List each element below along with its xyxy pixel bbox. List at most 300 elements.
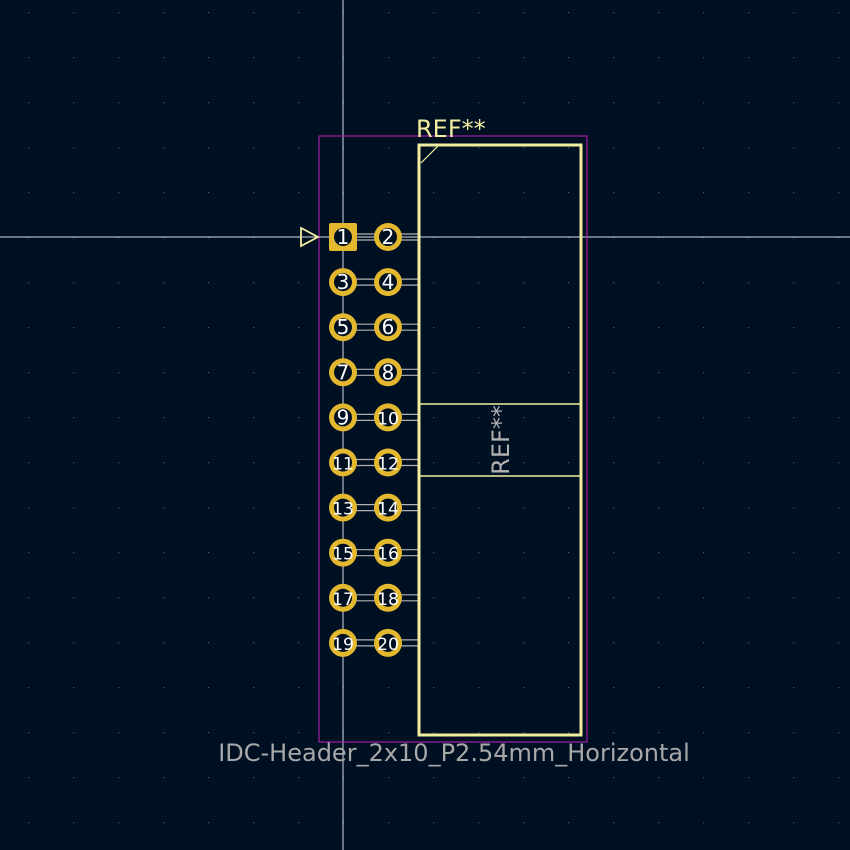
pad-2[interactable] (374, 223, 402, 251)
grid-dot (613, 777, 614, 778)
grid-dot (433, 597, 434, 598)
grid-dot (793, 822, 794, 823)
grid-dot (163, 507, 164, 508)
grid-dot (838, 642, 839, 643)
grid-dot (658, 12, 659, 13)
pad-5[interactable] (329, 313, 357, 341)
grid-dot (613, 282, 614, 283)
grid-dot (28, 597, 29, 598)
grid-dot (568, 327, 569, 328)
grid-dot (478, 732, 479, 733)
grid-dot (478, 417, 479, 418)
grid-dot (478, 507, 479, 508)
grid-dot (748, 822, 749, 823)
grid-dot (163, 372, 164, 373)
grid-dot (298, 687, 299, 688)
grid-dot (658, 372, 659, 373)
grid-dot (118, 417, 119, 418)
grid-dot (568, 732, 569, 733)
pad-11[interactable] (329, 449, 357, 477)
grid-dot (208, 417, 209, 418)
grid-dot (298, 597, 299, 598)
pad-number-label: 10 (377, 409, 399, 430)
grid-dot (838, 147, 839, 148)
grid-dot (568, 282, 569, 283)
grid-dot (253, 732, 254, 733)
pad-number-label: 2 (381, 225, 395, 249)
grid-dot (478, 327, 479, 328)
grid-dot (568, 777, 569, 778)
grid-dot (118, 57, 119, 58)
grid-dot (523, 12, 524, 13)
grid-dot (478, 12, 479, 13)
grid-dot (208, 642, 209, 643)
grid-dot (523, 777, 524, 778)
grid-dot (568, 372, 569, 373)
grid-dot (658, 282, 659, 283)
grid-dot (523, 372, 524, 373)
grid-dot (658, 642, 659, 643)
grid-dot (568, 192, 569, 193)
grid-dot (433, 732, 434, 733)
grid-dot (253, 552, 254, 553)
grid-dot (658, 822, 659, 823)
grid-dot (658, 687, 659, 688)
grid-dot (28, 687, 29, 688)
grid-dot (613, 597, 614, 598)
grid-dot (388, 192, 389, 193)
grid-dot (298, 507, 299, 508)
pad-number-label: 4 (381, 270, 395, 295)
grid-dot (253, 372, 254, 373)
grid-dot (703, 552, 704, 553)
pad-number-label: 3 (336, 270, 350, 295)
grid-dot (793, 462, 794, 463)
pad-12[interactable] (374, 449, 402, 477)
grid-dot (613, 102, 614, 103)
grid-dot (568, 102, 569, 103)
grid-dot (838, 552, 839, 553)
grid-dot (748, 507, 749, 508)
grid-dot (28, 282, 29, 283)
grid-dot (73, 687, 74, 688)
grid-dot (613, 372, 614, 373)
pad-17[interactable] (329, 584, 357, 612)
pad-4[interactable] (374, 268, 402, 296)
grid-dot (478, 372, 479, 373)
grid-dot (28, 147, 29, 148)
grid-dot (388, 147, 389, 148)
grid-dot (73, 282, 74, 283)
grid-dot (253, 597, 254, 598)
grid-dot (703, 372, 704, 373)
grid-dot (388, 687, 389, 688)
grid-dot (658, 777, 659, 778)
footprint-value-label[interactable]: IDC-Header_2x10_P2.54mm_Horizontal (218, 739, 690, 767)
grid-dot (703, 462, 704, 463)
pad-number-label: 1 (336, 225, 350, 249)
grid-dot (748, 597, 749, 598)
pad-1[interactable] (329, 223, 357, 251)
grid-dot (118, 687, 119, 688)
grid-dot (118, 822, 119, 823)
grid-dot (73, 102, 74, 103)
grid-dot (478, 192, 479, 193)
grid-dot (523, 507, 524, 508)
grid-dot (298, 642, 299, 643)
pad-number-label: 6 (381, 315, 395, 340)
grid-dot (613, 732, 614, 733)
grid-dot (748, 462, 749, 463)
grid-dot (298, 12, 299, 13)
pad-number-label: 18 (377, 589, 399, 610)
grid-dot (613, 57, 614, 58)
grid-dot (208, 372, 209, 373)
grid-dot (793, 57, 794, 58)
grid-dot (118, 102, 119, 103)
grid-dot (298, 462, 299, 463)
grid-dot (658, 462, 659, 463)
grid-dot (208, 732, 209, 733)
grid-dot (748, 327, 749, 328)
pad-18[interactable] (374, 584, 402, 612)
grid-dot (568, 417, 569, 418)
grid-dot (118, 777, 119, 778)
grid-dot (568, 687, 569, 688)
grid-dot (118, 597, 119, 598)
grid-dot (523, 147, 524, 148)
grid-dot (568, 507, 569, 508)
pad-6[interactable] (374, 313, 402, 341)
grid-dot (838, 282, 839, 283)
grid-dot (253, 147, 254, 148)
grid-dot (433, 147, 434, 148)
grid-dot (163, 192, 164, 193)
grid-dot (748, 282, 749, 283)
grid-dot (793, 777, 794, 778)
grid-dot (433, 777, 434, 778)
grid-dot (658, 57, 659, 58)
grid-dot (838, 192, 839, 193)
grid-dot (208, 777, 209, 778)
grid-dot (73, 372, 74, 373)
grid-dot (748, 777, 749, 778)
grid-dot (523, 642, 524, 643)
grid-dot (793, 552, 794, 553)
grid-dot (73, 12, 74, 13)
grid-dot (208, 597, 209, 598)
grid-dot (118, 327, 119, 328)
grid-dot (253, 57, 254, 58)
grid-dot (163, 642, 164, 643)
grid-dot (73, 732, 74, 733)
grid-dot (73, 147, 74, 148)
grid-dot (658, 732, 659, 733)
grid-dot (523, 192, 524, 193)
grid-dot (73, 417, 74, 418)
grid-dot (838, 507, 839, 508)
grid-dot (748, 732, 749, 733)
grid-dot (478, 777, 479, 778)
pad-number-label: 14 (377, 499, 399, 520)
pad-number-label: 9 (336, 405, 350, 430)
pad-19[interactable] (329, 629, 357, 657)
grid-dot (208, 552, 209, 553)
grid-dot (163, 12, 164, 13)
grid-dot (658, 192, 659, 193)
grid-dot (118, 372, 119, 373)
grid-dot (658, 417, 659, 418)
grid-dot (613, 687, 614, 688)
grid-dot (748, 57, 749, 58)
grid-dot (208, 102, 209, 103)
grid-dot (793, 192, 794, 193)
grid-dot (298, 57, 299, 58)
grid-dot (793, 102, 794, 103)
grid-dot (253, 822, 254, 823)
grid-dot (748, 687, 749, 688)
grid-dot (703, 597, 704, 598)
grid-dot (568, 642, 569, 643)
grid-dot (208, 687, 209, 688)
grid-dot (208, 12, 209, 13)
grid-dot (703, 777, 704, 778)
grid-dot (703, 642, 704, 643)
grid-dot (793, 687, 794, 688)
grid-dot (568, 552, 569, 553)
grid-dot (163, 777, 164, 778)
grid-dot (748, 102, 749, 103)
grid-dot (793, 12, 794, 13)
grid-dot (793, 732, 794, 733)
grid-dot (703, 507, 704, 508)
grid-dot (793, 417, 794, 418)
grid-dot (208, 57, 209, 58)
grid-dot (253, 462, 254, 463)
grid-dot (523, 597, 524, 598)
grid-dot (208, 327, 209, 328)
grid-dot (73, 192, 74, 193)
grid-dot (523, 417, 524, 418)
grid-dot (118, 732, 119, 733)
grid-dot (568, 597, 569, 598)
grid-dot (613, 507, 614, 508)
grid-dot (163, 732, 164, 733)
grid-dot (838, 777, 839, 778)
grid-dot (163, 327, 164, 328)
grid-dot (298, 417, 299, 418)
grid-dot (28, 642, 29, 643)
grid-dot (703, 417, 704, 418)
grid-dot (523, 282, 524, 283)
grid-dot (838, 417, 839, 418)
grid-dot (703, 147, 704, 148)
grid-dot (118, 147, 119, 148)
grid-dot (298, 732, 299, 733)
grid-dot (703, 732, 704, 733)
grid-dot (703, 822, 704, 823)
grid-dot (523, 552, 524, 553)
pad-number-label: 19 (332, 634, 354, 655)
grid-dot (298, 552, 299, 553)
grid-dot (478, 282, 479, 283)
grid-dot (433, 102, 434, 103)
grid-dot (298, 777, 299, 778)
grid-dot (298, 102, 299, 103)
grid-dot (433, 57, 434, 58)
grid-dot (478, 642, 479, 643)
grid-dot (748, 552, 749, 553)
grid-dot (523, 102, 524, 103)
pad-number-label: 15 (332, 544, 354, 565)
grid-dot (478, 822, 479, 823)
grid-dot (28, 327, 29, 328)
grid-dot (523, 57, 524, 58)
grid-dot (568, 12, 569, 13)
grid-dot (658, 147, 659, 148)
grid-dot (28, 12, 29, 13)
grid-dot (433, 417, 434, 418)
pad-14[interactable] (374, 494, 402, 522)
reference-fab-label[interactable]: REF** (487, 405, 515, 475)
grid-dot (73, 822, 74, 823)
grid-dot (73, 642, 74, 643)
grid-dot (838, 687, 839, 688)
grid-dot (388, 12, 389, 13)
grid-dot (163, 57, 164, 58)
grid-dot (73, 552, 74, 553)
grid-dot (613, 192, 614, 193)
pad-number-label: 5 (336, 315, 350, 340)
grid-dot (613, 327, 614, 328)
grid-dot (568, 822, 569, 823)
grid-dot (478, 462, 479, 463)
grid-dot (253, 777, 254, 778)
grid-dot (703, 687, 704, 688)
pad-3[interactable] (329, 268, 357, 296)
grid-dot (568, 57, 569, 58)
pad-16[interactable] (374, 539, 402, 567)
grid-dot (118, 507, 119, 508)
grid-dot (478, 102, 479, 103)
grid-dot (748, 12, 749, 13)
pad-8[interactable] (374, 358, 402, 386)
grid-dot (748, 147, 749, 148)
reference-silkscreen-label[interactable]: REF** (416, 115, 486, 143)
grid-dot (793, 147, 794, 148)
grid-dot (73, 462, 74, 463)
grid-dot (298, 147, 299, 148)
grid-dot (163, 552, 164, 553)
grid-dot (703, 12, 704, 13)
grid-dot (163, 687, 164, 688)
grid-dot (28, 507, 29, 508)
grid-dot (478, 687, 479, 688)
grid-dot (208, 507, 209, 508)
grid-dot (28, 462, 29, 463)
grid-dot (433, 687, 434, 688)
grid-dot (613, 642, 614, 643)
grid-dot (523, 327, 524, 328)
pad-15[interactable] (329, 539, 357, 567)
pad-number-label: 20 (377, 634, 399, 655)
grid-dot (208, 147, 209, 148)
grid-dot (793, 372, 794, 373)
grid-dot (703, 282, 704, 283)
grid-dot (163, 282, 164, 283)
pad-7[interactable] (329, 358, 357, 386)
grid-dot (613, 552, 614, 553)
grid-dot (433, 462, 434, 463)
grid-dot (523, 822, 524, 823)
grid-dot (118, 642, 119, 643)
grid-dot (388, 777, 389, 778)
grid-dot (838, 102, 839, 103)
grid-dot (298, 372, 299, 373)
grid-dot (703, 57, 704, 58)
grid-dot (568, 147, 569, 148)
grid-dot (478, 552, 479, 553)
grid-dot (28, 777, 29, 778)
pad-number-label: 8 (381, 360, 395, 385)
grid-dot (163, 462, 164, 463)
grid-dot (748, 372, 749, 373)
grid-dot (613, 822, 614, 823)
grid-dot (748, 417, 749, 418)
pad-number-label: 17 (332, 589, 354, 610)
grid-dot (433, 507, 434, 508)
grid-dot (703, 102, 704, 103)
grid-dot (73, 327, 74, 328)
grid-dot (73, 57, 74, 58)
pad-10[interactable] (374, 403, 402, 431)
grid-dot (433, 822, 434, 823)
grid-dot (568, 462, 569, 463)
grid-dot (523, 732, 524, 733)
grid-dot (388, 732, 389, 733)
grid-dot (523, 687, 524, 688)
grid-dot (388, 822, 389, 823)
grid-dot (118, 192, 119, 193)
grid-dot (298, 192, 299, 193)
grid-dot (613, 417, 614, 418)
grid-dot (613, 462, 614, 463)
grid-dot (433, 12, 434, 13)
grid-dot (73, 777, 74, 778)
grid-dot (658, 597, 659, 598)
grid-dot (298, 327, 299, 328)
grid-dot (658, 552, 659, 553)
grid-dot (433, 552, 434, 553)
grid-dot (163, 147, 164, 148)
pad-9[interactable] (329, 403, 357, 431)
grid-dot (793, 642, 794, 643)
grid-dot (793, 327, 794, 328)
grid-dot (433, 282, 434, 283)
grid-dot (478, 147, 479, 148)
pad-number-label: 16 (377, 544, 399, 565)
grid-dot (793, 507, 794, 508)
grid-dot (253, 327, 254, 328)
grid-dot (703, 327, 704, 328)
grid-dot (433, 372, 434, 373)
pad-13[interactable] (329, 494, 357, 522)
grid-dot (163, 102, 164, 103)
grid-dot (253, 102, 254, 103)
grid-dot (433, 192, 434, 193)
pad-number-label: 11 (332, 454, 354, 475)
pad-20[interactable] (374, 629, 402, 657)
